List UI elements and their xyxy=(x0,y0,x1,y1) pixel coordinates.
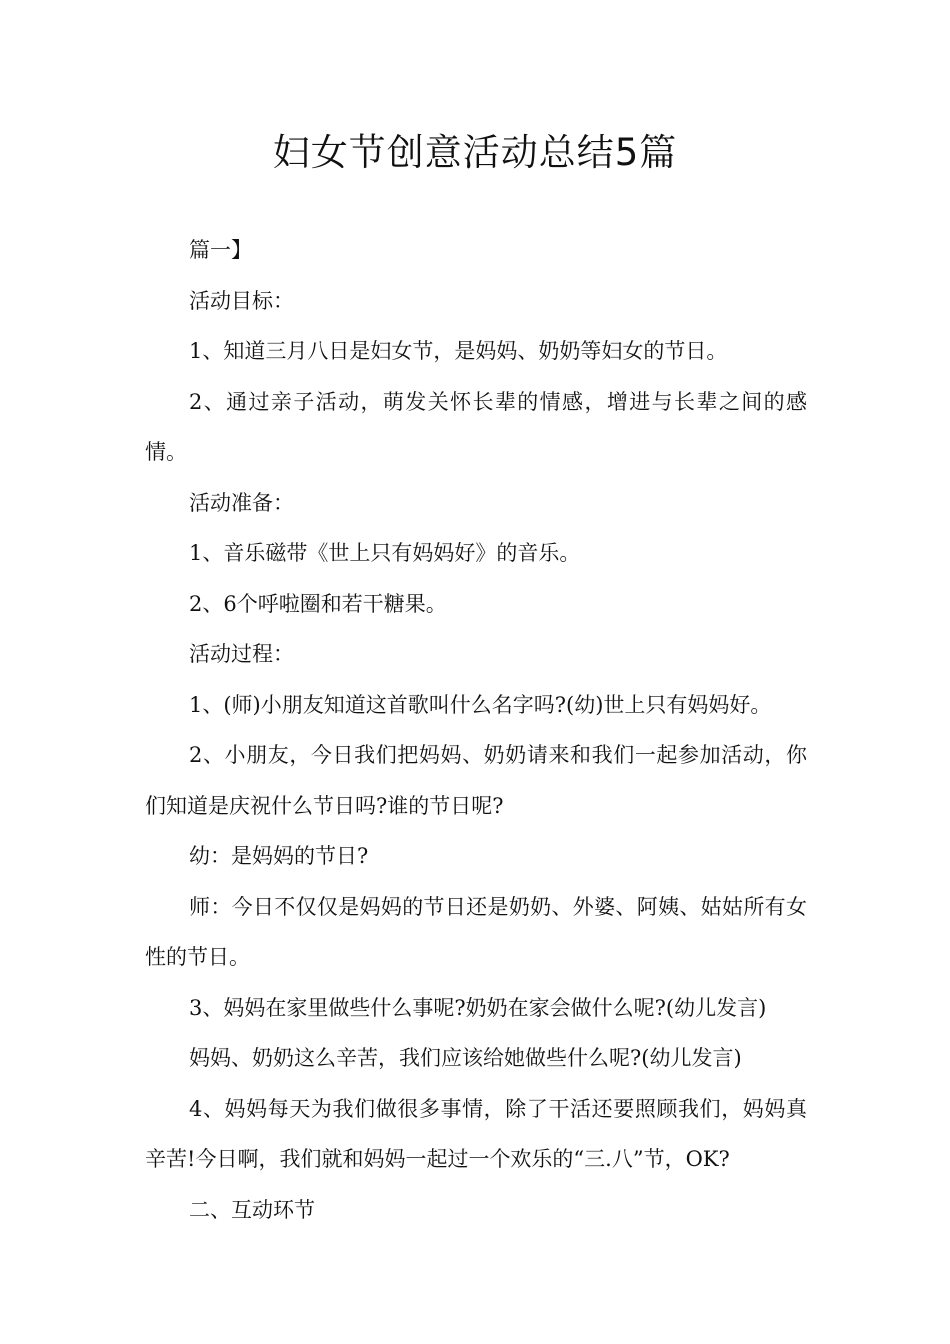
paragraph: 2、小朋友，今日我们把妈妈、奶奶请来和我们一起参加活动，你们知道是庆祝什么节日吗?谁的节日呢? xyxy=(145,743,807,818)
paragraph: 4、妈妈每天为我们做很多事情，除了干活还要照顾我们，妈妈真辛苦!今日啊，我们就和妈妈一起过一个欢乐的“三.八”节，OK? xyxy=(145,1096,807,1171)
paragraph: 3、妈妈在家里做些什么事呢?奶奶在家会做什么呢?(幼儿发言) xyxy=(189,995,767,1020)
document-body xyxy=(145,225,807,1235)
paragraph: 1、音乐磁带《世上只有妈妈好》的音乐。 xyxy=(189,541,581,565)
section-heading: 篇一】 xyxy=(189,238,252,262)
paragraph: 2、通过亲子活动，萌发关怀长辈的情感，增进与长辈之间的感情。 xyxy=(145,389,807,464)
document-title: 妇女节创意活动总结5篇 xyxy=(272,131,678,174)
paragraph-prep-heading: 活动准备： xyxy=(189,490,294,515)
paragraph: 幼：是妈妈的节日? xyxy=(189,844,369,868)
paragraph-interaction-heading: 二、互动环节 xyxy=(189,1197,315,1222)
paragraph: 师：今日不仅仅是妈妈的节日还是奶奶、外婆、阿姨、姑姑所有女性的节日。 xyxy=(145,894,807,969)
paragraph: 1、知道三月八日是妇女节，是妈妈、奶奶等妇女的节日。 xyxy=(189,339,728,363)
paragraph: 2、6个呼啦圈和若干糖果。 xyxy=(189,591,447,616)
paragraph: 1、(师)小朋友知道这首歌叫什么名字吗?(幼)世上只有妈妈好。 xyxy=(189,692,772,717)
paragraph: 妈妈、奶奶这么辛苦，我们应该给她做些什么呢?(幼儿发言) xyxy=(189,1046,742,1070)
paragraph-process-heading: 活动过程： xyxy=(189,642,294,666)
paragraph-goal-heading: 活动目标： xyxy=(189,288,294,313)
